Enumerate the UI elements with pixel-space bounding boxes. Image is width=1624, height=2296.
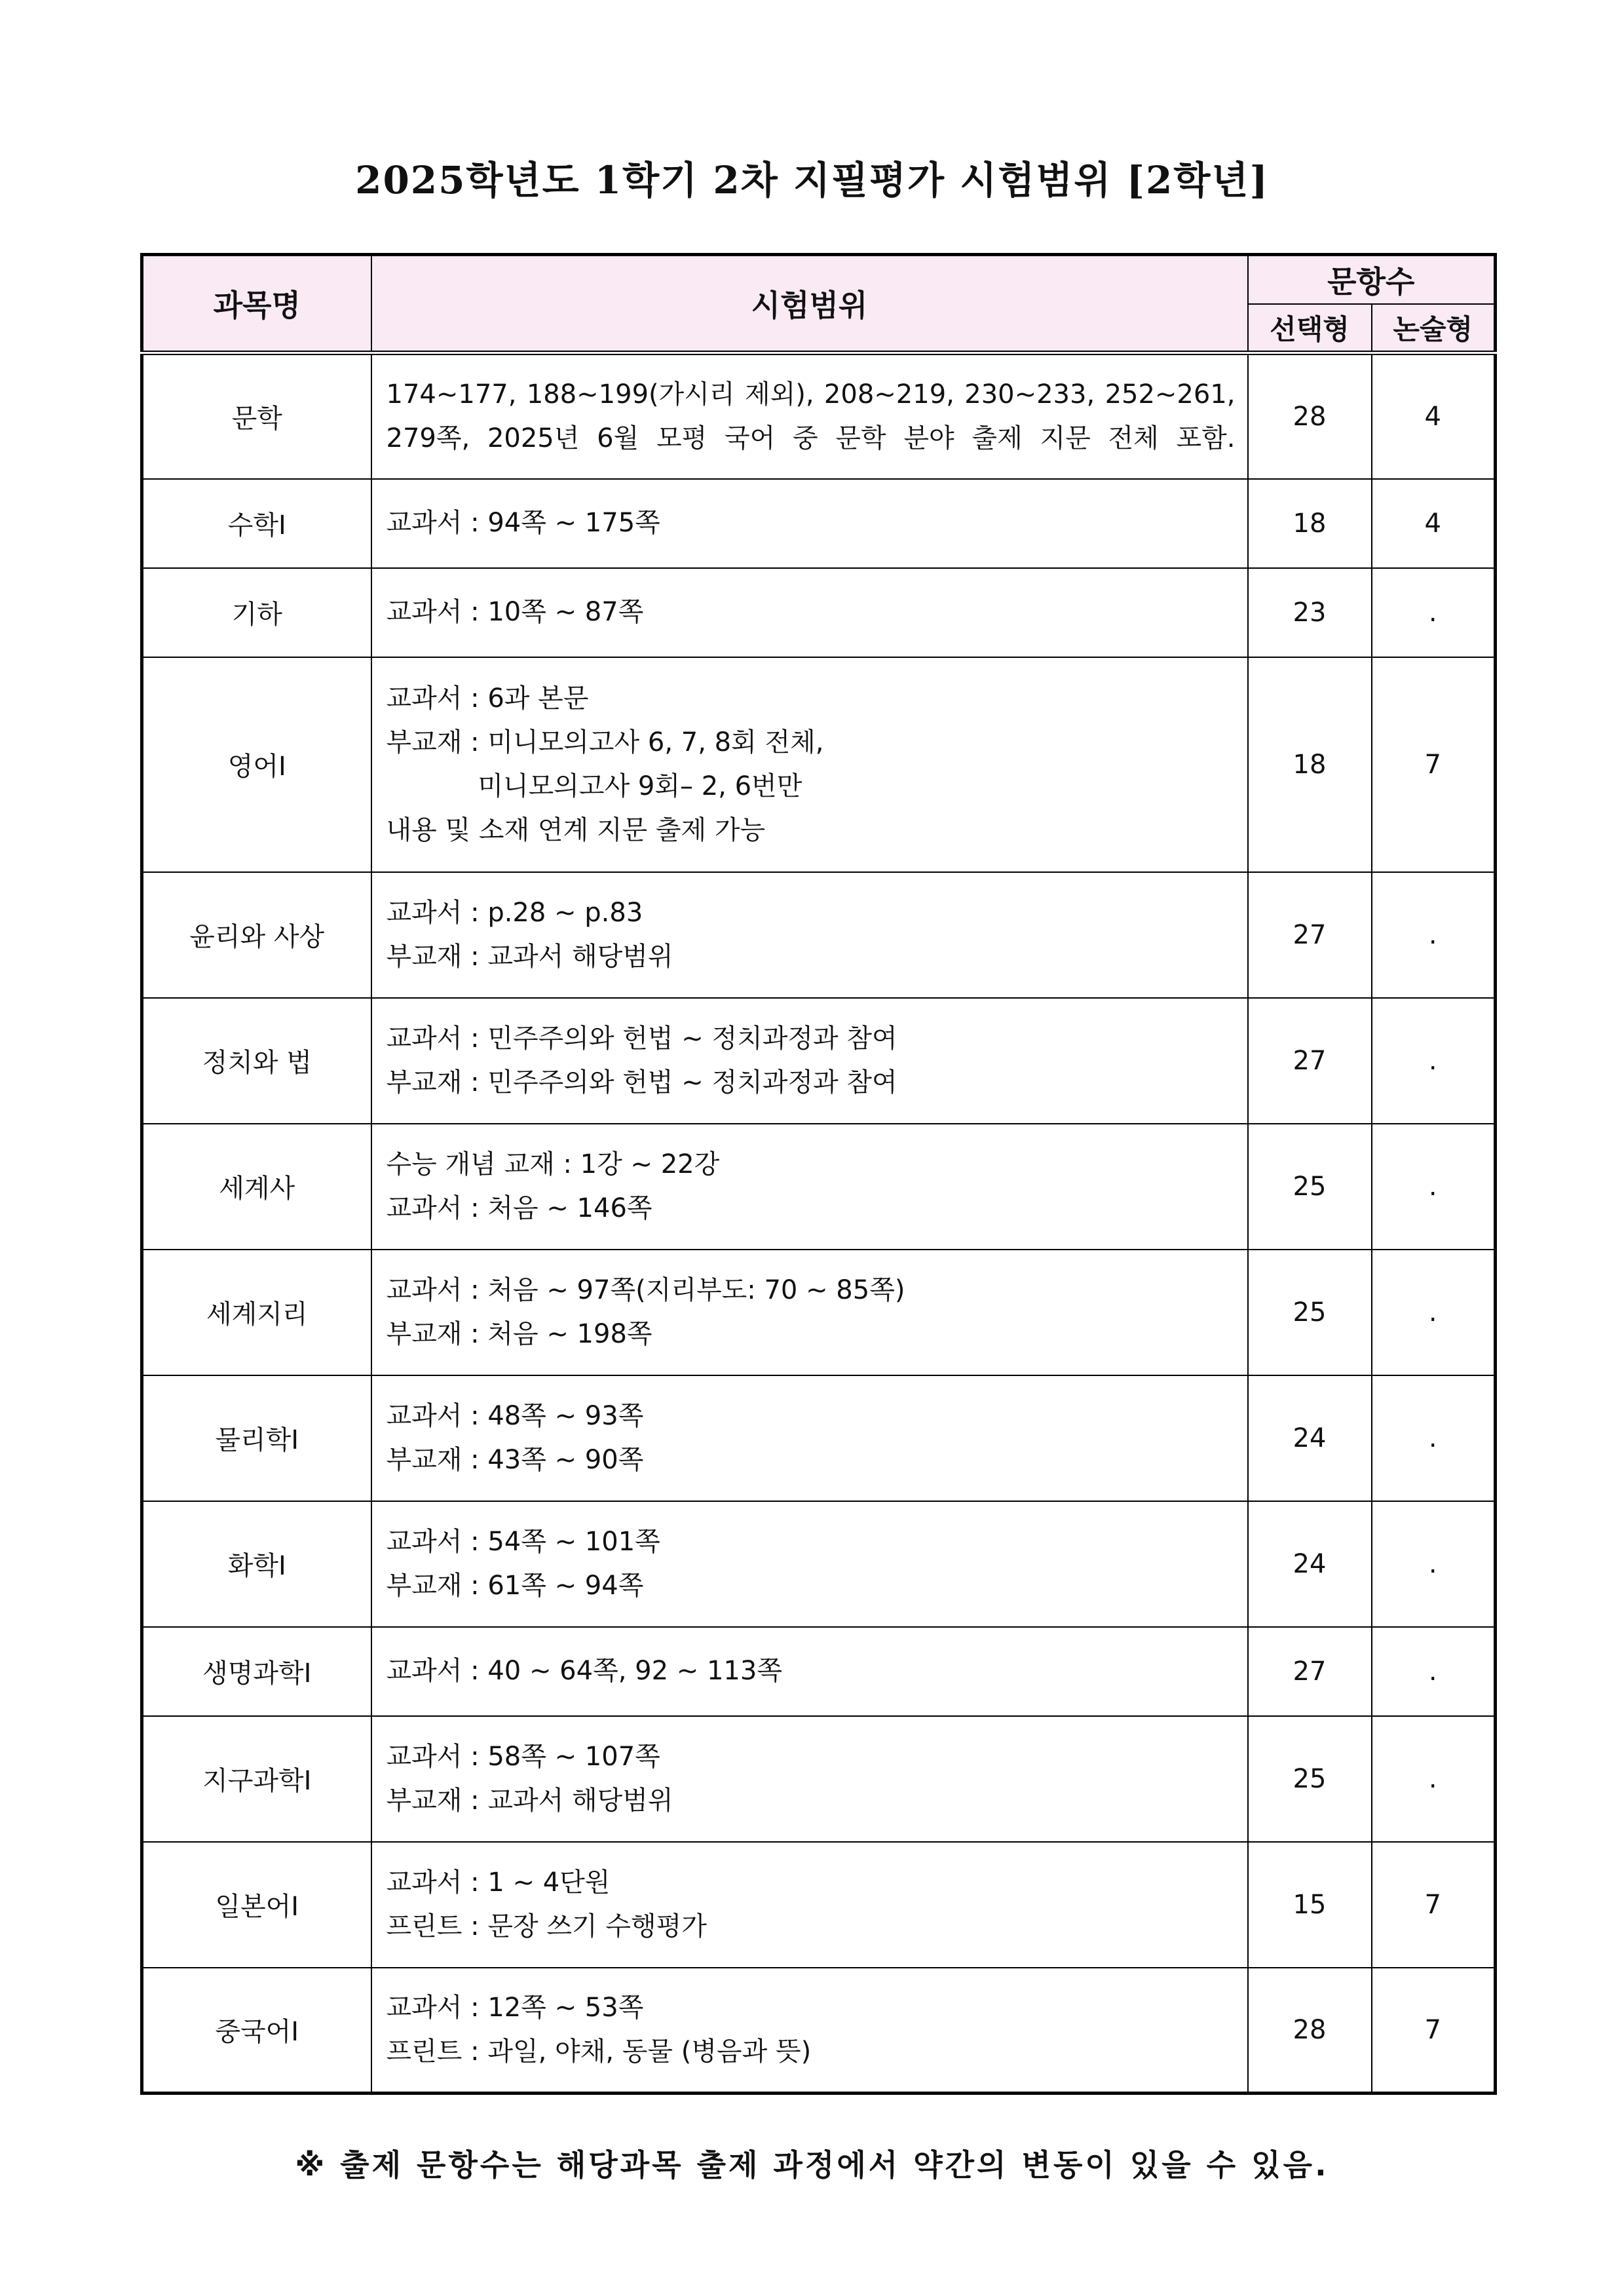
table-row — [142, 479, 1496, 568]
range-line: 교과서 : 40 ~ 64쪽, 92 ~ 113쪽 — [386, 1656, 782, 1686]
range-cell — [371, 1375, 1248, 1501]
multiple-count-cell: 24 — [1248, 1501, 1372, 1627]
essay-count-cell: . — [1372, 1124, 1496, 1250]
essay-count-cell: 4 — [1372, 353, 1496, 479]
header-multiple: 선택형 — [1248, 304, 1372, 353]
multiple-count-cell: 25 — [1248, 1250, 1372, 1375]
table-row — [142, 353, 1496, 479]
subject-cell: 정치와 법 — [142, 998, 371, 1124]
range-line: 교과서 : 58쪽 ~ 107쪽 — [386, 1741, 660, 1772]
multiple-count-cell: 25 — [1248, 1124, 1372, 1250]
subject-cell: 윤리와 사상 — [142, 872, 371, 998]
range-cell — [371, 1968, 1248, 2094]
range-line: 교과서 : 민주주의와 헌법 ~ 정치과정과 참여 — [386, 1023, 897, 1054]
range-cell — [371, 1627, 1248, 1716]
range-cell — [371, 872, 1248, 998]
multiple-count-cell: 24 — [1248, 1375, 1372, 1501]
essay-count-cell: . — [1372, 1627, 1496, 1716]
multiple-count-cell: 23 — [1248, 568, 1372, 657]
subject-cell: 일본어Ⅰ — [142, 1842, 371, 1968]
range-line: 교과서 : 10쪽 ~ 87쪽 — [386, 597, 644, 627]
table-row — [142, 1716, 1496, 1842]
table-body — [142, 353, 1496, 2094]
range-cell — [371, 1250, 1248, 1375]
subject-cell: 중국어Ⅰ — [142, 1968, 371, 2094]
range-cell — [371, 479, 1248, 568]
range-line: 교과서 : p.28 ~ p.83 — [386, 897, 643, 928]
table-row — [142, 657, 1496, 872]
essay-count-cell: 7 — [1372, 1968, 1496, 2094]
subject-cell: 세계사 — [142, 1124, 371, 1250]
essay-count-cell: . — [1372, 1501, 1496, 1627]
subject-cell: 문학 — [142, 353, 371, 479]
range-line: 교과서 : 94쪽 ~ 175쪽 — [386, 508, 660, 538]
multiple-count-cell: 25 — [1248, 1716, 1372, 1842]
multiple-count-cell: 27 — [1248, 1627, 1372, 1716]
range-line: 부교재 : 처음 ~ 198쪽 — [386, 1318, 652, 1349]
subject-cell: 지구과학Ⅰ — [142, 1716, 371, 1842]
range-cell — [371, 1501, 1248, 1627]
range-cell — [371, 1716, 1248, 1842]
multiple-count-cell: 18 — [1248, 479, 1372, 568]
range-cell — [371, 1842, 1248, 1968]
range-cell — [371, 568, 1248, 657]
table-row — [142, 1124, 1496, 1250]
range-line: 교과서 : 처음 ~ 146쪽 — [386, 1193, 652, 1223]
table-row — [142, 872, 1496, 998]
subject-cell: 생명과학Ⅰ — [142, 1627, 371, 1716]
range-line: 부교재 : 61쪽 ~ 94쪽 — [386, 1570, 644, 1601]
table-row — [142, 568, 1496, 657]
range-line: 프린트 : 과일, 야채, 동물 (병음과 뜻) — [386, 2036, 812, 2067]
essay-count-cell: . — [1372, 1716, 1496, 1842]
exam-scope-table — [140, 253, 1497, 2095]
page-title: 2025학년도 1학기 2차 지필평가 시험범위 [2학년] — [355, 158, 1269, 202]
range-cell — [371, 1124, 1248, 1250]
range-line: 174~177, 188~199(가시리 제외), 208~219, 230~233, 252~261, — [386, 379, 1236, 410]
range-line: 부교재 : 미니모의고사 6, 7, 8회 전체, — [386, 727, 824, 757]
multiple-count-cell: 15 — [1248, 1842, 1372, 1968]
essay-count-cell: 4 — [1372, 479, 1496, 568]
subject-cell: 물리학Ⅰ — [142, 1375, 371, 1501]
range-line: 부교재 : 43쪽 ~ 90쪽 — [386, 1444, 644, 1475]
essay-count-cell: 7 — [1372, 1842, 1496, 1968]
header-range: 시험범위 — [371, 255, 1248, 353]
range-line: 부교재 : 교과서 해당범위 — [386, 941, 673, 972]
header-essay: 논술형 — [1372, 304, 1496, 353]
multiple-count-cell: 28 — [1248, 1968, 1372, 2094]
multiple-count-cell: 27 — [1248, 872, 1372, 998]
range-line: 부교재 : 교과서 해당범위 — [386, 1785, 673, 1816]
essay-count-cell: . — [1372, 1375, 1496, 1501]
range-cell — [371, 998, 1248, 1124]
table-row — [142, 1842, 1496, 1968]
subject-cell: 화학Ⅰ — [142, 1501, 371, 1627]
table-row — [142, 1627, 1496, 1716]
range-line: 수능 개념 교재 : 1강 ~ 22강 — [386, 1149, 720, 1179]
essay-count-cell: . — [1372, 1250, 1496, 1375]
table-row — [142, 1501, 1496, 1627]
range-line: 교과서 : 6과 본문 — [386, 683, 589, 714]
subject-cell: 수학Ⅰ — [142, 479, 371, 568]
subject-cell: 기하 — [142, 568, 371, 657]
footnote: ※ 출제 문항수는 해당과목 출제 과정에서 약간의 변동이 있을 수 있음. — [295, 2147, 1329, 2183]
table-row — [142, 1968, 1496, 2094]
range-line: 미니모의고사 9회– 2, 6번만 — [386, 771, 803, 801]
range-cell — [371, 353, 1248, 479]
range-line: 교과서 : 54쪽 ~ 101쪽 — [386, 1526, 660, 1557]
subject-cell: 세계지리 — [142, 1250, 371, 1375]
range-line: 교과서 : 1 ~ 4단원 — [386, 1867, 611, 1898]
range-line: 교과서 : 48쪽 ~ 93쪽 — [386, 1400, 644, 1431]
multiple-count-cell: 27 — [1248, 998, 1372, 1124]
range-line: 279쪽, 2025년 6월 모평 국어 중 문학 분야 출제 지문 전체 포함. — [386, 423, 1236, 453]
range-cell — [371, 657, 1248, 872]
header-count: 문항수 — [1248, 255, 1496, 305]
range-line: 부교재 : 민주주의와 헌법 ~ 정치과정과 참여 — [386, 1067, 897, 1098]
multiple-count-cell: 28 — [1248, 353, 1372, 479]
range-line: 프린트 : 문장 쓰기 수행평가 — [386, 1911, 707, 1942]
essay-count-cell: . — [1372, 998, 1496, 1124]
table-row — [142, 1250, 1496, 1375]
table-row — [142, 998, 1496, 1124]
range-line: 교과서 : 12쪽 ~ 53쪽 — [386, 1992, 644, 2023]
essay-count-cell: . — [1372, 872, 1496, 998]
essay-count-cell: 7 — [1372, 657, 1496, 872]
table-row — [142, 1375, 1496, 1501]
range-line: 내용 및 소재 연계 지문 출제 가능 — [386, 814, 766, 845]
subject-cell: 영어Ⅰ — [142, 657, 371, 872]
essay-count-cell: . — [1372, 568, 1496, 657]
multiple-count-cell: 18 — [1248, 657, 1372, 872]
range-line: 교과서 : 처음 ~ 97쪽(지리부도: 70 ~ 85쪽) — [386, 1274, 905, 1305]
header-subject: 과목명 — [142, 255, 371, 353]
